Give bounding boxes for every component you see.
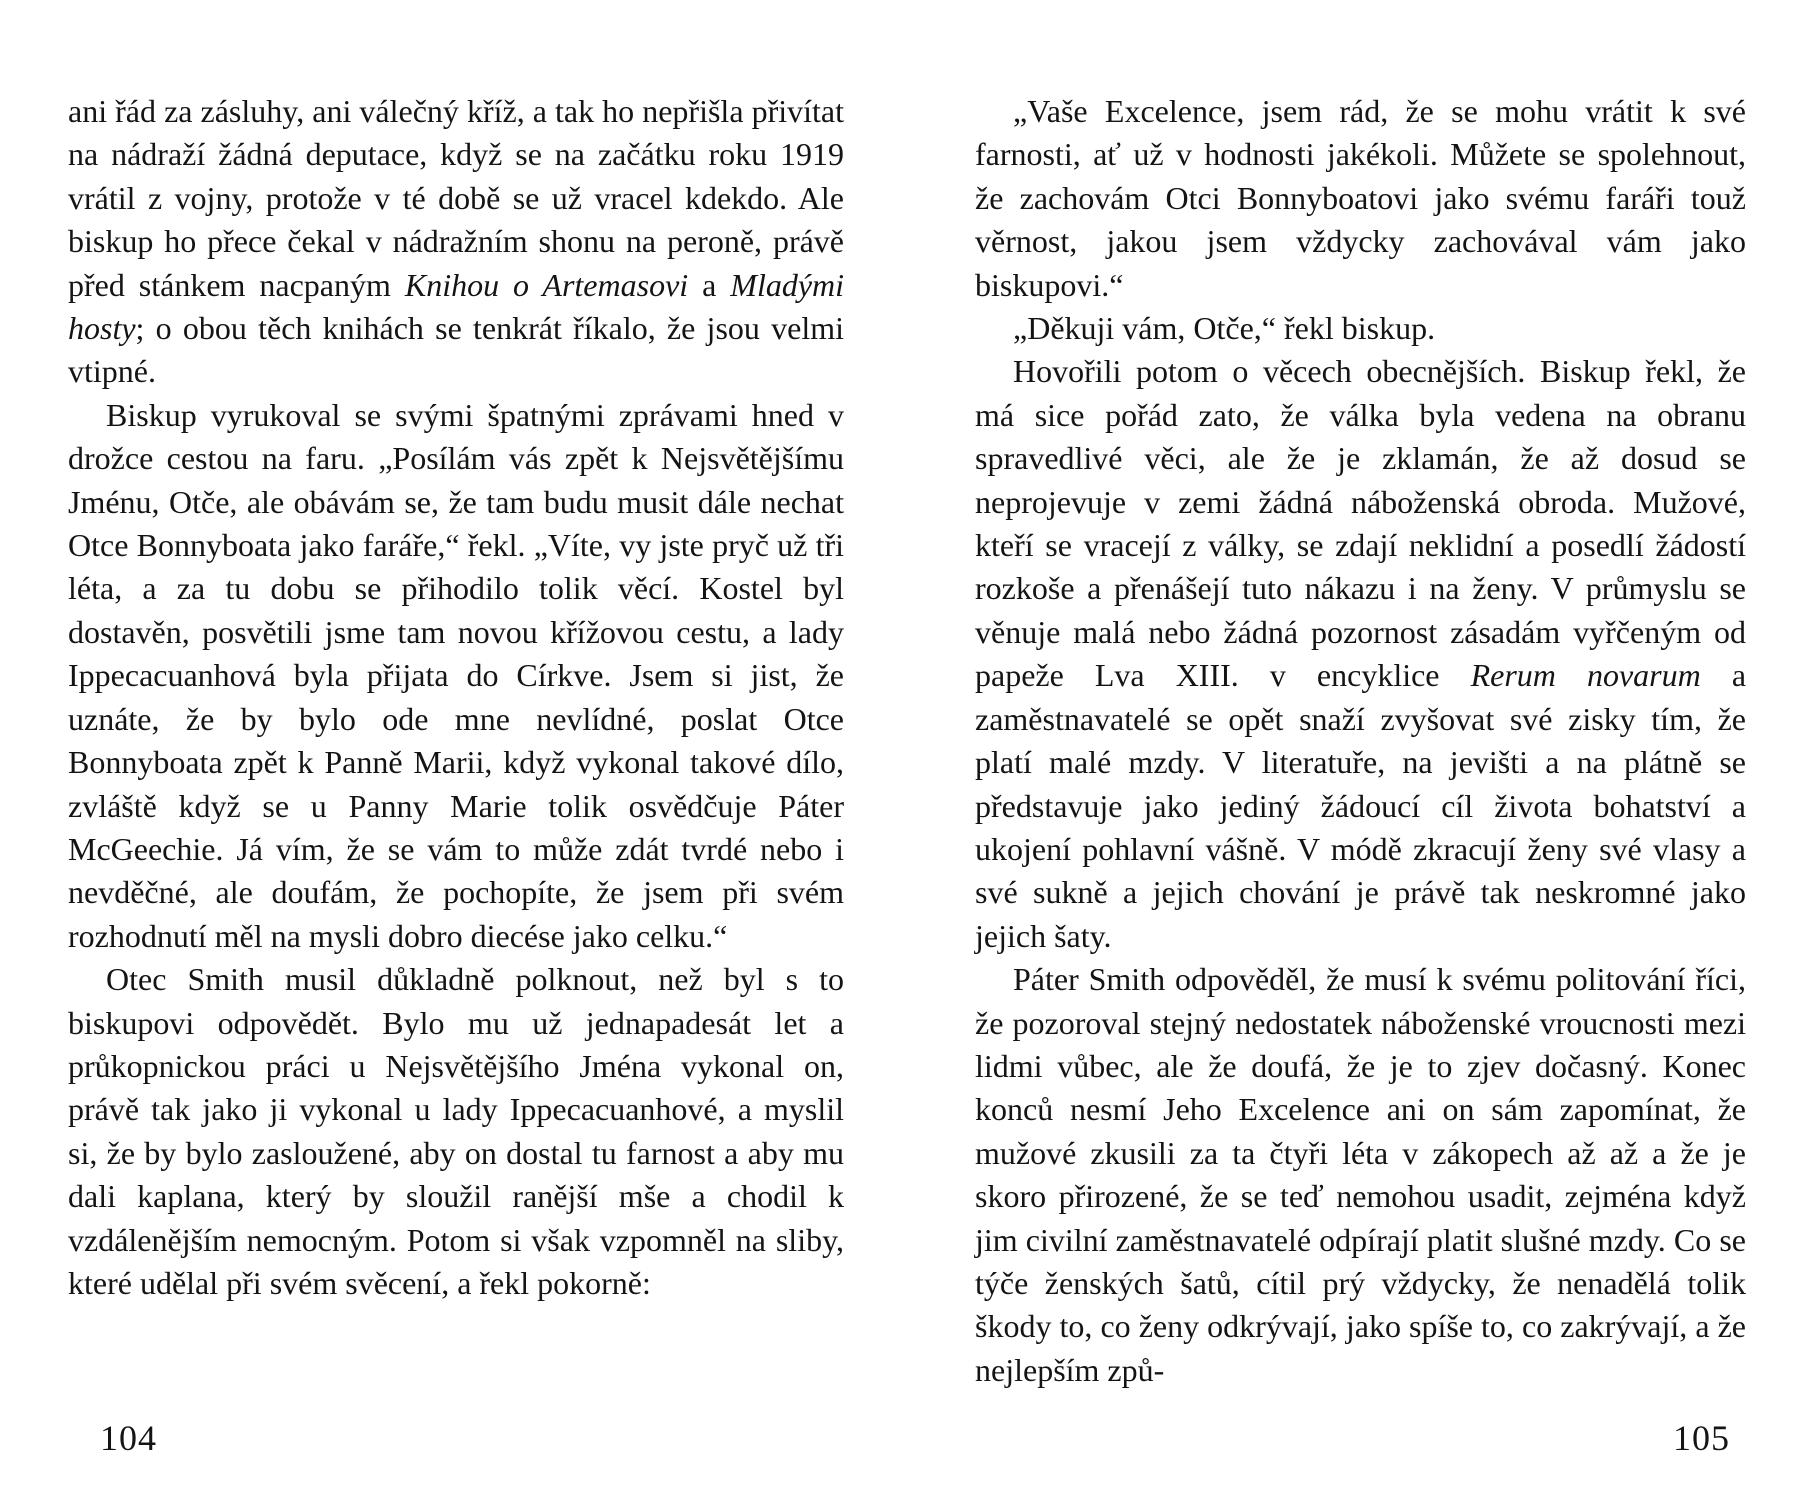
- text-run: ani řád za zásluhy, ani válečný kříž, a tak ho nepřišla přivítat na nádraží žádná deputace, když se na začátku roku 1919 vrátil z vojny, protože v té době se už vracel kdekdo. Ale biskup ho přece čekal v nádražním shonu na peroně, právě před stánkem nacpaným: [68, 93, 844, 303]
- paragraph: „Vaše Excelence, jsem rád, že se mohu vrátit k své farnosti, ať už v hodnosti jakékoli. Můžete se spolehnout, že zachovám Otci Bonnyboatovi jako svému faráři touž věrnost, jakou jsem vždycky zachovával vám jako biskupovi.“: [975, 93, 1746, 303]
- page-number-right: 105: [1673, 1418, 1730, 1458]
- page-number-left: 104: [100, 1418, 157, 1458]
- text-run: ; o obou těch knihách se tenkrát říkalo, že jsou velmi vtipné.: [68, 310, 844, 390]
- paragraph: [68, 90, 844, 394]
- text-run: a: [688, 266, 731, 303]
- paragraph: [975, 350, 1746, 958]
- italic-title: Rerum novarum: [1470, 657, 1701, 694]
- paragraph: „Děkuji vám, Otče,“ řekl biskup.: [1013, 310, 1436, 347]
- text-run: a zaměstnavatelé se opět snaží zvyšovat své zisky tím, že platí malé mzdy. V literatuře, na jevišti a na plátně se představuje jako jediný žádoucí cíl života bohatství a ukojení pohlavní vášně. V módě zkracují ženy své vlasy a své sukně a jejich chování je právě tak neskromné jako jejich šaty.: [975, 657, 1747, 954]
- italic-title: Mladými hosty: [68, 266, 845, 347]
- text-run: Hovořili potom o věcech obecnějších. Biskup řekl, že má sice pořád zato, že válka byla vedena na obranu spravedlivé věci, ale že je zklamán, že až dosud se neprojevuje v zemi žádná náboženská obroda. Mužové, kteří se vracejí z války, se zdají neklidní a posedlí žádostí rozkoše a přenášejí tuto nákazu i na ženy. V průmyslu se věnuje malá nebo žádná pozornost zásadám vyřčeným od papeže Lva XIII. v encyklice: [975, 353, 1746, 694]
- italic-title: Knihou o Artemasovi: [404, 266, 689, 303]
- paragraph: Biskup vyrukoval se svými špatnými zprávami hned v drožce cestou na faru. „Posílám vás zpět k Nejsvětějšímu Jménu, Otče, ale obávám se, že tam budu musit dále nechat Otce Bonnyboata jako faráře,“ řekl. „Víte, vy jste pryč už tři léta, a za tu dobu se přihodilo tolik věcí. Kostel byl dostavěn, posvětili jsme tam novou křížovou cestu, a lady Ippecacuanhová byla přijata do Církve. Jsem si jist, že uznáte, že by bylo ode mne nevlídné, poslat Otce Bonnyboata zpět k Panně Marii, když vykonal takové dílo, zvláště když se u Panny Marie tolik osvědčuje Páter McGeechie. Já vím, že se vám to může zdát tvrdé nebo i nevděčné, ale doufám, že pochopíte, že jsem při svém rozhodnutí měl na mysli dobro diecése jako celku.“: [68, 396, 844, 954]
- right-page: [975, 90, 1746, 1392]
- paragraph: Páter Smith odpověděl, že musí k svému politování říci, že pozoroval stejný nedostatek náboženské vroucnosti mezi lidmi vůbec, ale že doufá, že je to zjev dočasný. Konec konců nesmí Jeho Excelence ani on sám zapomínat, že mužové zkusili za ta čtyři léta v zákopech až až a že je skoro přirozené, že se teď nemohou usadit, zejména když jim civilní zaměstnavatelé odpírají platit slušné mzdy. Co se týče ženských šatů, cítil prý vždycky, že nenadělá tolik škody to, co ženy odkrývají, jako spíše to, co zakrývají, a že nejlepším způ-: [975, 961, 1746, 1388]
- left-page: [68, 90, 844, 1305]
- paragraph: Otec Smith musil důkladně polknout, než byl s to biskupovi odpovědět. Bylo mu už jednapadesát let a průkopnickou práci u Nejsvětějšího Jména vykonal on, právě tak jako ji vykonal u lady Ippecacuanhové, a myslil si, že by bylo zasloužené, aby on dostal tu farnost a aby mu dali kaplana, který by sloužil ranější mše a chodil k vzdálenějším nemocným. Potom si však vzpomněl na sliby, které udělal při svém svěcení, a řekl pokorně:: [68, 961, 844, 1301]
